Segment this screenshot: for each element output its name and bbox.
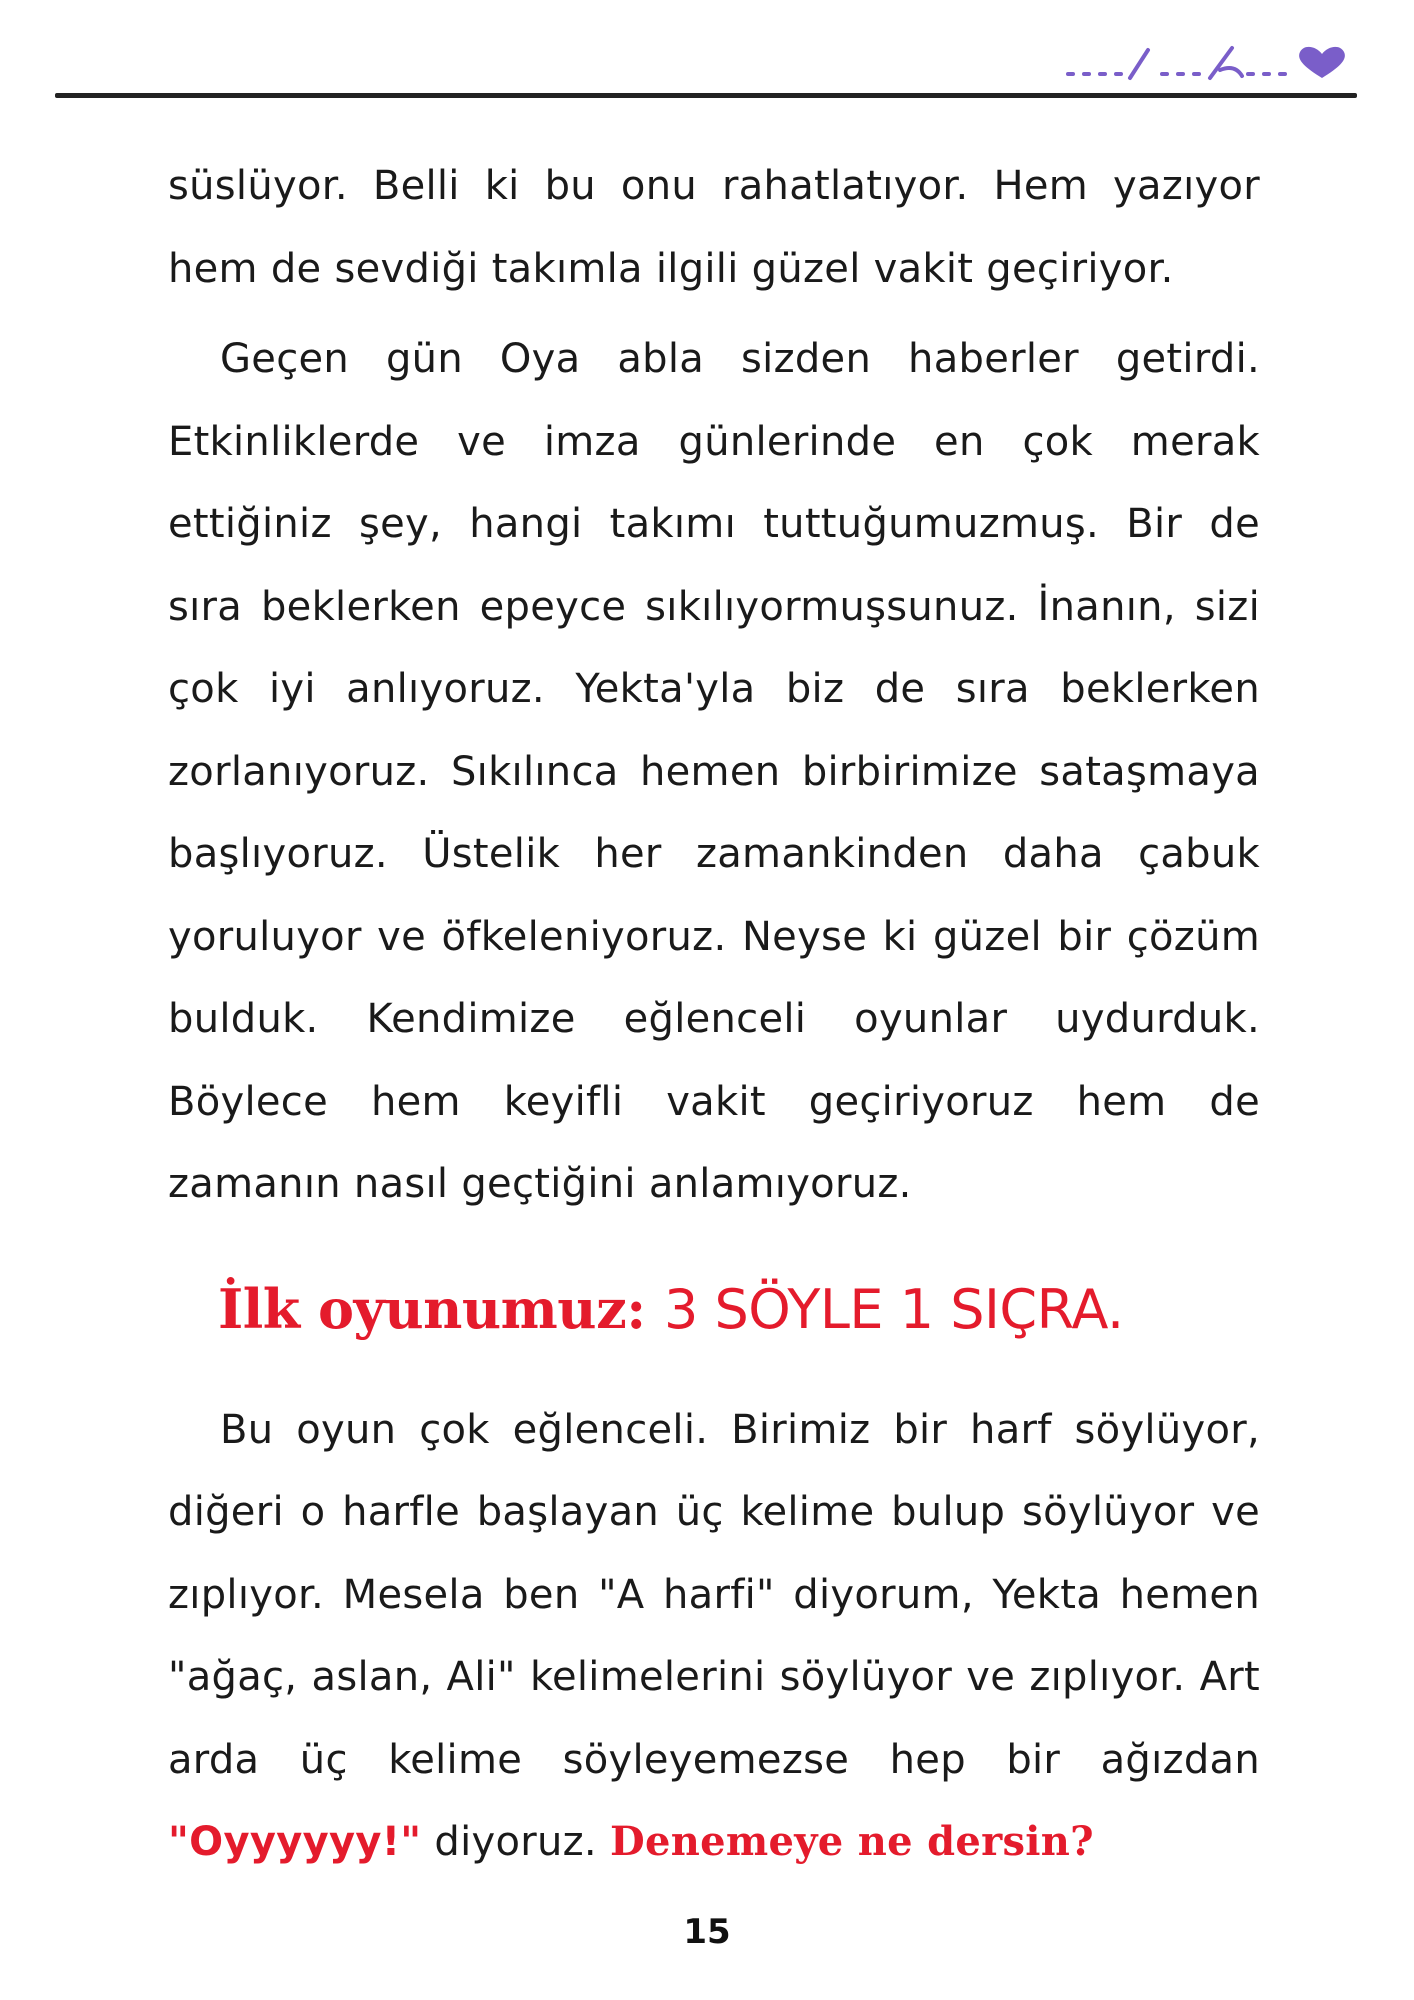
heading-main: İlk oyunumuz: [218, 1276, 646, 1341]
header-rule [55, 93, 1357, 98]
paragraph-3 [168, 1389, 1260, 1884]
closing-question: Denemeye ne dersin? [609, 1818, 1094, 1865]
dotted-line-heart-icon [1060, 38, 1360, 88]
paragraph-1: süslüyor. Belli ki bu onu rahatlatıyor. Hem yazıyor hem de sevdiği takımla ilgili güzel vakit geçiriyor. [168, 163, 1260, 292]
paragraph-3-body: Bu oyun çok eğlenceli. Birimiz bir harf söylüyor, diğeri o harfle başlayan üç kelime bulup söylüyor ve zıplıyor. Mesela ben "A harfi" diyorum, Yekta hemen "ağaç, aslan, Ali" kelimelerini söylüyor ve zıplıyor. Art arda üç kelime söyleyemezse hep bir ağızdan [168, 1406, 1260, 1783]
page-content [168, 145, 1260, 1884]
paragraph-2: Geçen gün Oya abla sizden haberler getirdi. Etkinliklerde ve imza günlerinde en çok merak ettiğiniz şey, hangi takımı tuttuğumuzmuş. Bir de sıra beklerken epeyce sıkılıyormuşsunuz. İnanın, sizi çok iyi anlıyoruz. Yekta'yla biz de sıra beklerken zorlanıyoruz. Sıkılınca hemen birbirimize sataşmaya başlıyoruz. Üstelik her zamankinden daha çabuk yoruluyor ve öfkeleniyoruz. Neyse ki güzel bir çözüm bulduk. Kendimize eğlenceli oyunlar uydurduk. Böylece hem keyifli vakit geçiriyoruz hem de zamanın nasıl geçtiğini anlamıyoruz. [168, 336, 1260, 1207]
page-header [0, 0, 1414, 110]
paragraph-3-tail: diyoruz. [421, 1819, 610, 1865]
heading-game-name: 3 SÖYLE 1 SIÇRA. [663, 1277, 1124, 1341]
page-number: 15 [683, 1912, 731, 1952]
game-heading [218, 1264, 1260, 1355]
exclamation-text: "Oyyyyyy!" [168, 1819, 422, 1865]
